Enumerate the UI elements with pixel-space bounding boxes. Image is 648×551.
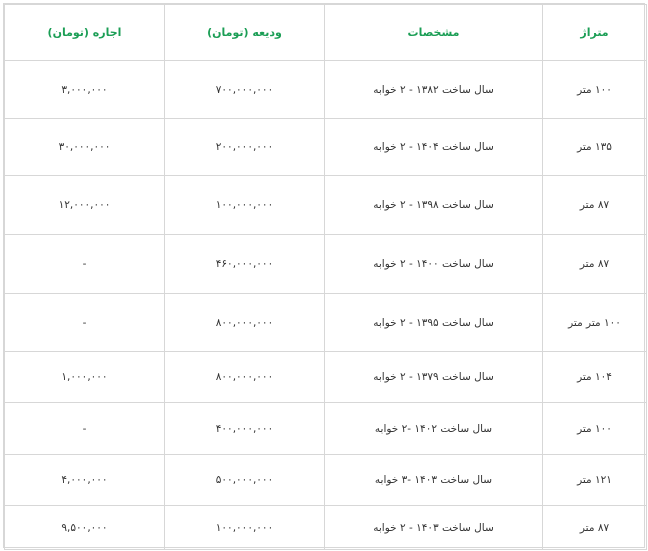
deposit-value: ۸۰۰,۰۰۰,۰۰۰ — [215, 371, 274, 383]
cell-rent — [5, 403, 165, 455]
deposit-value: ۴۶۰,۰۰۰,۰۰۰ — [215, 258, 274, 270]
cell-rent — [5, 506, 165, 550]
cell-deposit — [165, 119, 325, 176]
cell-area: ۸۷ متر — [543, 176, 647, 235]
cell-deposit — [165, 235, 325, 294]
cell-spec: سال ساخت ۱۴۰۰ - ۲ خوابه — [325, 235, 543, 294]
rent-value: ۴,۰۰۰,۰۰۰ — [61, 474, 108, 486]
table-header-row — [5, 5, 647, 61]
cell-deposit — [165, 294, 325, 352]
rent-value: ۱۲,۰۰۰,۰۰۰ — [58, 199, 111, 211]
cell-area: ۱۰۰ متر — [543, 61, 647, 119]
cell-area: ۱۰۴ متر — [543, 352, 647, 403]
rental-listings-table — [4, 4, 647, 550]
cell-area: ۱۲۱ متر — [543, 455, 647, 506]
cell-area: ۱۰۰ متر متر — [543, 294, 647, 352]
cell-spec: سال ساخت ۱۳۹۸ - ۲ خوابه — [325, 176, 543, 235]
cell-area: ۸۷ متر — [543, 235, 647, 294]
deposit-value: ۲۰۰,۰۰۰,۰۰۰ — [215, 141, 274, 153]
deposit-value: ۴۰۰,۰۰۰,۰۰۰ — [215, 422, 274, 435]
table-row — [5, 352, 647, 403]
cell-deposit — [165, 176, 325, 235]
cell-rent — [5, 61, 165, 119]
header-area: متراژ — [543, 5, 647, 61]
rental-listings-table-container — [3, 3, 645, 548]
rent-value: - — [82, 316, 87, 329]
cell-area: ۱۰۰ متر — [543, 403, 647, 455]
cell-spec: سال ساخت ۱۴۰۲ -۲ خوابه — [325, 403, 543, 455]
rent-value: ۱,۰۰۰,۰۰۰ — [61, 371, 108, 383]
header-deposit: ودیعه (تومان) — [165, 5, 325, 61]
rent-value: - — [82, 258, 87, 270]
table-row — [5, 61, 647, 119]
cell-spec: سال ساخت ۱۴۰۴ - ۲ خوابه — [325, 119, 543, 176]
rent-value: ۳۰,۰۰۰,۰۰۰ — [58, 141, 111, 153]
cell-spec: سال ساخت ۱۴۰۳ - ۲ خوابه — [325, 506, 543, 550]
cell-spec: سال ساخت ۱۳۷۹ - ۲ خوابه — [325, 352, 543, 403]
table-row — [5, 294, 647, 352]
rent-value: ۹,۵۰۰,۰۰۰ — [61, 521, 108, 534]
table-row — [5, 235, 647, 294]
header-spec: مشخصات — [325, 5, 543, 61]
cell-area: ۱۳۵ متر — [543, 119, 647, 176]
cell-deposit — [165, 403, 325, 455]
table-row — [5, 506, 647, 550]
cell-deposit — [165, 352, 325, 403]
cell-rent — [5, 119, 165, 176]
cell-rent — [5, 294, 165, 352]
table-row — [5, 176, 647, 235]
cell-rent — [5, 455, 165, 506]
deposit-value: ۵۰۰,۰۰۰,۰۰۰ — [215, 474, 274, 486]
cell-rent — [5, 352, 165, 403]
deposit-value: ۸۰۰,۰۰۰,۰۰۰ — [215, 316, 274, 329]
table-row — [5, 403, 647, 455]
cell-deposit — [165, 455, 325, 506]
cell-deposit — [165, 61, 325, 119]
cell-spec: سال ساخت ۱۳۸۲ - ۲ خوابه — [325, 61, 543, 119]
cell-deposit — [165, 506, 325, 550]
deposit-value: ۱۰۰,۰۰۰,۰۰۰ — [215, 199, 274, 211]
cell-area: ۸۷ متر — [543, 506, 647, 550]
rent-value: - — [82, 422, 87, 435]
cell-rent — [5, 235, 165, 294]
table-row — [5, 455, 647, 506]
cell-rent — [5, 176, 165, 235]
deposit-value: ۷۰۰,۰۰۰,۰۰۰ — [215, 83, 274, 96]
header-rent: اجاره (تومان) — [5, 5, 165, 61]
rent-value: ۳,۰۰۰,۰۰۰ — [61, 83, 108, 96]
table-row — [5, 119, 647, 176]
deposit-value: ۱۰۰,۰۰۰,۰۰۰ — [215, 521, 274, 534]
cell-spec: سال ساخت ۱۴۰۳ -۳ خوابه — [325, 455, 543, 506]
cell-spec: سال ساخت ۱۳۹۵ - ۲ خوابه — [325, 294, 543, 352]
